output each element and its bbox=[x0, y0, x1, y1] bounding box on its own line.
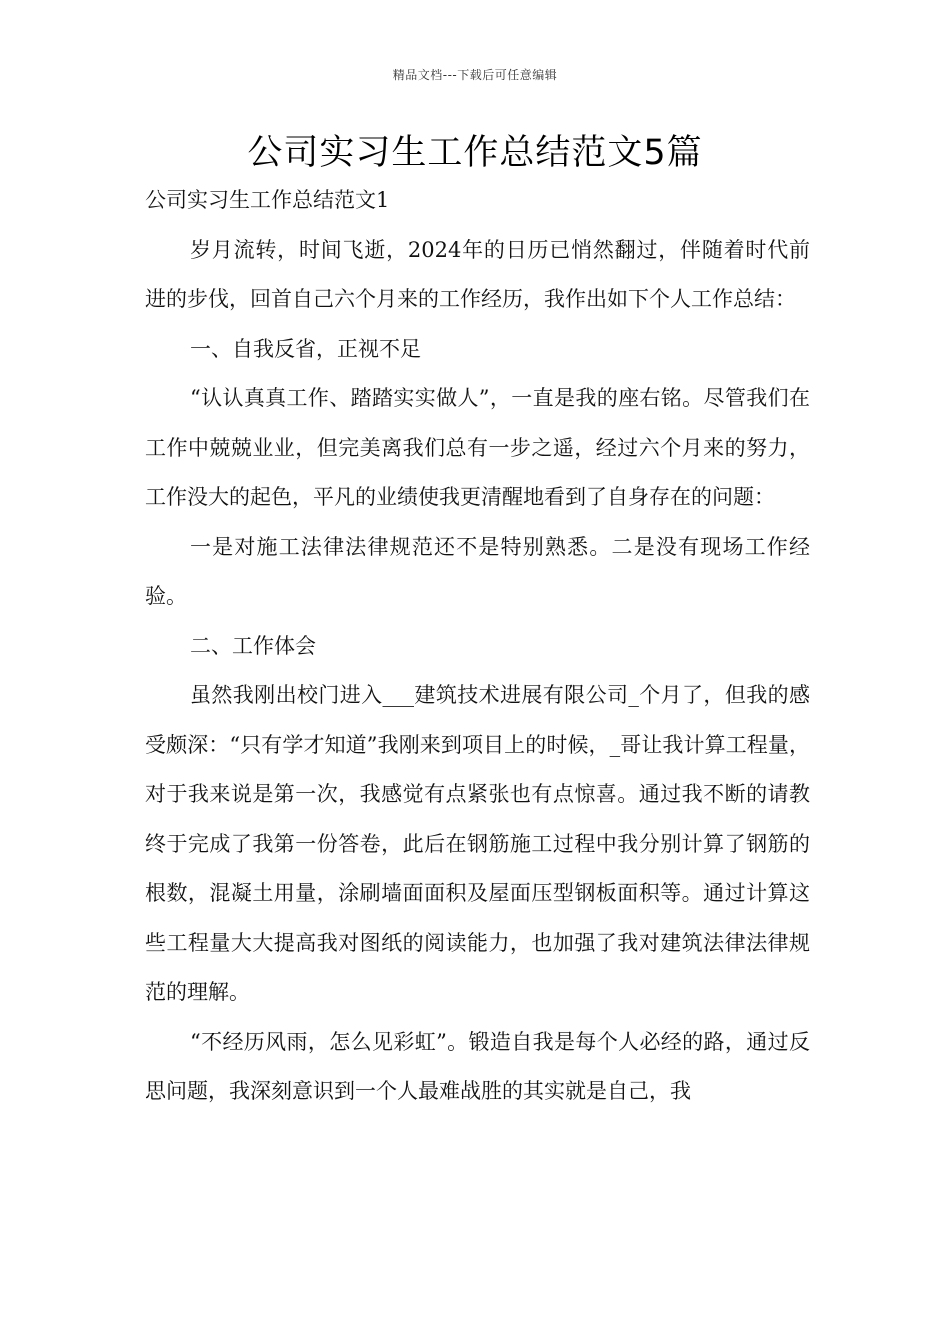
document-body bbox=[145, 176, 810, 1117]
paragraph-intro: 岁月流转，时间飞逝，2024年的日历已悄然翻过，伴随着时代前进的步伐，回首自己六个月来的工作经历，我作出如下个人工作总结： bbox=[145, 237, 810, 311]
section-subtitle: 公司实习生工作总结范文1 bbox=[145, 188, 390, 212]
paragraph-rainbow: “不经历风雨，怎么见彩虹”。锻造自我是每个人必经的路，通过反思问题，我深刻意识到一个人最难战胜的其实就是自己，我 bbox=[145, 1029, 810, 1103]
paragraph-experience: 虽然我刚出校门进入___建筑技术进展有限公司_个月了，但我的感受颇深：“只有学才知道”我刚来到项目上的时候，_哥让我计算工程量，对于我来说是第一次，我感觉有点紧张也有点惊喜。通过我不断的请教终于完成了我第一份答卷，此后在钢筋施工过程中我分别计算了钢筋的根数，混凝土用量，涂刷墙面面积及屋面压型钢板面积等。通过计算这些工程量大大提高我对图纸的阅读能力，也加强了我对建筑法律法律规范的理解。 bbox=[145, 683, 810, 1004]
header-note: 精品文档---下载后可任意编辑 bbox=[392, 68, 558, 82]
document-title: 公司实习生工作总结范文5篇 bbox=[247, 133, 703, 173]
paragraph-shortcomings: 一是对施工法律法律规范还不是特别熟悉。二是没有现场工作经验。 bbox=[145, 534, 810, 608]
heading-self-reflection: 一、自我反省，正视不足 bbox=[190, 336, 421, 361]
heading-work-experience: 二、工作体会 bbox=[190, 633, 316, 658]
paragraph-motto: “认认真真工作、踏踏实实做人”，一直是我的座右铭。尽管我们在工作中兢兢业业，但完美离我们总有一步之遥，经过六个月来的努力，工作没大的起色，平凡的业绩使我更清醒地看到了自身存在的问题： bbox=[145, 386, 810, 509]
